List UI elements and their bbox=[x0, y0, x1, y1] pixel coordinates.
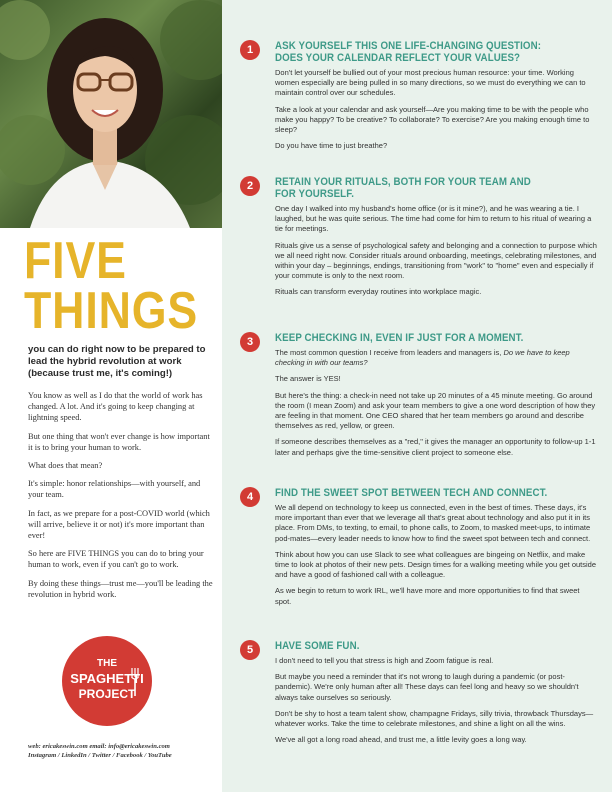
intro-paragraph: What does that mean? bbox=[28, 461, 103, 471]
section-paragraph: Rituals can transform everyday routines into workplace magic. bbox=[275, 287, 482, 297]
section-number-badge: 3 bbox=[240, 332, 260, 352]
section-paragraph bbox=[275, 348, 597, 368]
five-things-title bbox=[24, 232, 199, 340]
section-heading-line: FIND THE SWEET SPOT BETWEEN TECH AND CONNECT. bbox=[275, 487, 548, 499]
section-heading bbox=[275, 332, 603, 344]
section-paragraph: The answer is YES! bbox=[275, 374, 341, 384]
logo-line-project: PROJECT bbox=[78, 687, 136, 701]
intro-paragraph: By doing these things—trust me—you'll be leading the revolution in hybrid work. bbox=[28, 578, 213, 599]
section-paragraph: Rituals give us a sense of psychological safety and belonging and a connection to purpose which we all need right now. Consider rituals around onboarding, meetings, celebrating milestones, and within your day – beginnings, endings, transitioning from "work" to "home" even and especially if your commute is only to the next room. bbox=[275, 240, 597, 281]
contact-info bbox=[28, 742, 218, 760]
fork-icon bbox=[130, 668, 140, 696]
section-heading-line: DOES YOUR CALENDAR REFLECT YOUR VALUES? bbox=[275, 52, 521, 64]
intro-paragraph: In fact, as we prepare for a post-COVID world (which will arrive, believe it or not) it's more important than ever! bbox=[28, 508, 210, 541]
section-heading bbox=[275, 487, 603, 499]
logo-line-spaghetti: SPAGHETTI bbox=[70, 671, 144, 686]
section-2 bbox=[240, 176, 602, 304]
section-paragraph: But here's the thing: a check-in need not take up 20 minutes of a 45 minute meeting. Go around the room (I mean Zoom) and ask your team members to give a one word description of how they are feeling in that moment. One CEO shared that her team members go around and describe themselves as red, yellow, or green. bbox=[275, 390, 596, 431]
section-body bbox=[275, 503, 597, 607]
section-body bbox=[275, 656, 597, 745]
section-4 bbox=[240, 487, 602, 613]
section-3 bbox=[240, 332, 602, 464]
right-panel bbox=[222, 0, 612, 792]
contact-web-email[interactable]: web: ericakeswin.com email: info@ericakeswin.com bbox=[28, 743, 170, 750]
section-heading-line: KEEP CHECKING IN, EVEN IF JUST FOR A MOMENT. bbox=[275, 332, 524, 344]
section-number-badge: 2 bbox=[240, 176, 260, 196]
portrait-illustration bbox=[0, 0, 222, 228]
section-paragraph: But maybe you need a reminder that it's not wrong to laugh during a pandemic (or post-pandemic). We're only human after all! These days can feel long and heavy so we shouldn't always take ourselves so seriously. bbox=[275, 672, 579, 702]
section-paragraph: One day I walked into my husband's home office (or is it mine?), and he was wearing a tie. I laughed, but he was quite serious. The time had come for him to return to his ritual of wearing a tie for meetings. bbox=[275, 204, 592, 234]
section-paragraph: As we begin to return to work IRL, we'll have more and more opportunities to find that sweet spot. bbox=[275, 586, 580, 606]
section-number-badge: 1 bbox=[240, 40, 260, 60]
section-1 bbox=[240, 40, 602, 157]
subheading: you can do right now to be prepared to lead the hybrid revolution at work (because trust me, it's coming!) bbox=[28, 344, 206, 379]
section-paragraph: Take a look at your calendar and ask yourself—Are you making time to be with the people who make you happy? To be creative? To collaborate? To exercise? Are you making enough time to sleep? bbox=[275, 104, 590, 135]
intro-paragraph: So here are FIVE THINGS you can do to bring your human to work, even if you can't go to work. bbox=[28, 549, 204, 570]
section-heading bbox=[275, 640, 603, 652]
section-heading-line: FOR YOURSELF. bbox=[275, 188, 355, 200]
section-heading-line: RETAIN YOUR RITUALS, BOTH FOR YOUR TEAM AND bbox=[275, 176, 531, 188]
section-paragraph: Don't let yourself be bullied out of your most precious human resource: your time. Working women especially are being pulled in so many directions, so we must do everything we can to maintain control over our schedules. bbox=[275, 68, 586, 98]
section-intro-text: The most common question I receive from leaders and managers is, bbox=[275, 348, 504, 357]
title-line-five: FIVE bbox=[24, 232, 127, 290]
section-body bbox=[275, 68, 597, 151]
intro-paragraph: It's simple: honor relationships—with yourself, and your team. bbox=[28, 479, 201, 500]
section-paragraph: If someone describes themselves as a "red," it gives the manager an opportunity to follow-up 1-1 later and perhaps give the time-sensitive client project to someone else. bbox=[275, 437, 596, 457]
section-heading bbox=[275, 176, 603, 200]
section-number-badge: 4 bbox=[240, 487, 260, 507]
section-intro-question: Do we have to keep checking in with our teams? bbox=[275, 348, 570, 368]
section-paragraph: Think about how you can use Slack to see what colleagues are bingeing on Netflix, and make time to look at photos of their new pets. Design times for a walking meeting while you get outside and have a good of fashioned call with a colleague. bbox=[275, 549, 597, 580]
section-heading-line: HAVE SOME FUN. bbox=[275, 640, 360, 652]
intro-paragraph: But one thing that won't ever change is how important it is to bring your human to work. bbox=[28, 431, 210, 452]
section-5 bbox=[240, 640, 602, 751]
section-paragraph: Don't be shy to host a team talent show, champagne Fridays, silly trivia, throwback Thursdays—whatever works. Take the time to celebrate milestones, and shine a light on all the wins. bbox=[275, 708, 594, 729]
contact-social[interactable]: Instagram / LinkedIn / Twitter / Facebook / YouTube bbox=[28, 752, 172, 759]
left-column bbox=[0, 0, 222, 792]
spaghetti-project-logo bbox=[62, 636, 152, 726]
section-body bbox=[275, 204, 597, 298]
section-number-badge: 5 bbox=[240, 640, 260, 660]
section-heading bbox=[275, 40, 603, 64]
section-paragraph: I don't need to tell you that stress is high and Zoom fatigue is real. bbox=[275, 656, 494, 665]
intro-text bbox=[28, 390, 216, 607]
title-line-things: THINGS bbox=[24, 282, 199, 340]
logo-line-the: THE bbox=[97, 658, 117, 669]
section-heading-line: ASK YOURSELF THIS ONE LIFE-CHANGING QUESTION: bbox=[275, 40, 542, 52]
intro-paragraph: You know as well as I do that the world of work has changed. A lot. And it's going to keep changing at lightning speed. bbox=[28, 391, 203, 423]
section-paragraph: Do you have time to just breathe? bbox=[275, 141, 388, 151]
section-paragraph: We all depend on technology to keep us connected, even in the best of times. These days, it's more important than ever that we leverage all that's great about technology and also put it in its place. From DMs, to texting, to email, to phone calls, to Zoom, to masked meet-ups, to intimate pod-mates—every leader needs to know how to find the sweet spot between tech and connect. bbox=[275, 503, 591, 543]
section-body bbox=[275, 348, 597, 458]
author-photo bbox=[0, 0, 222, 228]
section-paragraph: We've all got a long road ahead, and trust me, a little levity goes a long way. bbox=[275, 735, 527, 745]
